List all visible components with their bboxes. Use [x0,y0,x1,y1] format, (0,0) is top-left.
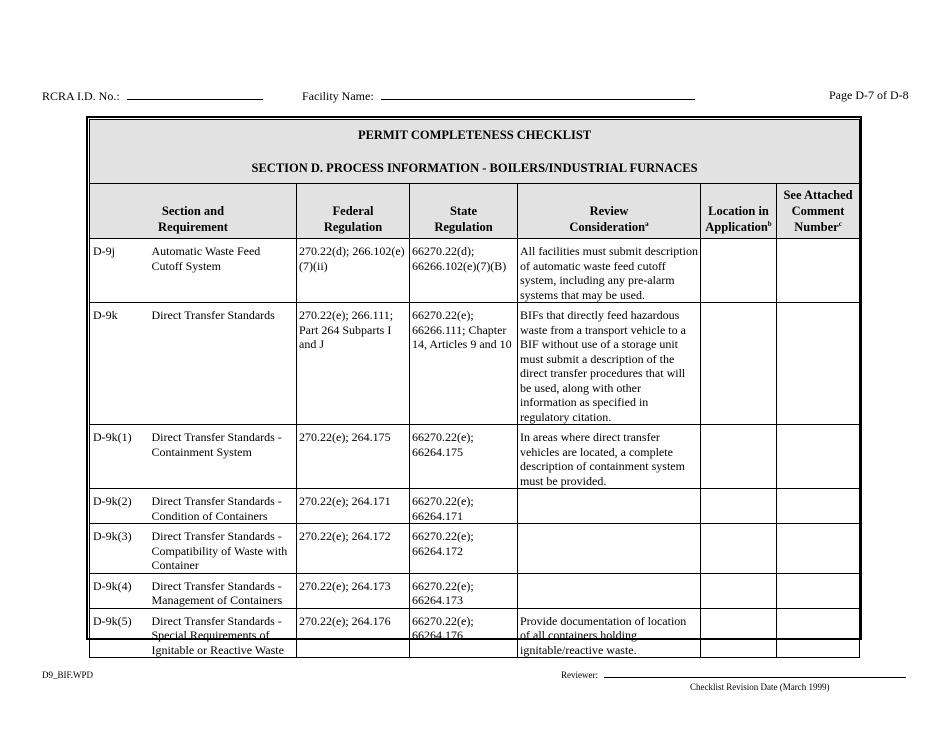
row-requirement: Direct Transfer Standards - Management of Containers [148,573,297,608]
row-state: 66270.22(e); 66264.175 [410,425,518,489]
row-location-blank[interactable] [701,573,777,608]
rcra-id-label: RCRA I.D. No.: [42,89,120,103]
row-state: 66270.22(e); 66266.111; Chapter 14, Articles 9 and 10 [410,303,518,425]
facility-name-label: Facility Name: [302,89,374,103]
row-location-blank[interactable] [701,425,777,489]
row-requirement: Direct Transfer Standards - Containment System [148,425,297,489]
row-review: BIFs that directly feed hazardous waste from a transport vehicle to a BIF without use of a storage unit must submit a description of the direct transfer procedures that will be used, along with other information as specified in regulatory citation. [518,303,701,425]
row-federal: 270.22(e); 264.175 [297,425,410,489]
section-title: SECTION D. PROCESS INFORMATION - BOILERS/INDUSTRIAL FURNACES [251,161,698,175]
row-federal: 270.22(e); 264.176 [297,608,410,658]
table-row [90,489,860,524]
rcra-id-field [42,88,263,104]
row-comment-blank[interactable] [777,489,860,524]
table-row [90,608,860,658]
revision-date: Checklist Revision Date (March 1999) [690,682,830,692]
reviewer-field [561,670,906,680]
row-id: D-9k(3) [90,524,148,574]
table-row [90,524,860,574]
row-comment-blank[interactable] [777,303,860,425]
row-requirement: Automatic Waste Feed Cutoff System [148,239,297,303]
checklist-table [89,119,860,658]
row-review [518,573,701,608]
row-state: 66270.22(e); 66264.171 [410,489,518,524]
col-see-attached-comment: See Attached Comment Number$^c$ [777,184,860,239]
reviewer-blank [604,670,906,678]
col-section-requirement: Section and Requirement [90,184,297,239]
row-location-blank[interactable] [701,489,777,524]
row-location-blank[interactable] [701,239,777,303]
row-id: D-9k(1) [90,425,148,489]
row-review [518,524,701,574]
row-id: D-9k(2) [90,489,148,524]
row-id: D-9j [90,239,148,303]
row-state: 66270.22(e); 66264.176 [410,608,518,658]
row-state: 66270.22(e); 66264.173 [410,573,518,608]
col-review-consideration: Review Consideration$^a$ [518,184,701,239]
row-comment-blank[interactable] [777,608,860,658]
table-row [90,573,860,608]
rcra-id-blank [127,88,263,100]
facility-name-blank [381,88,695,100]
row-federal: 270.22(e); 264.173 [297,573,410,608]
row-id: D-9k(4) [90,573,148,608]
row-location-blank[interactable] [701,524,777,574]
col-state-regulation: State Regulation [410,184,518,239]
table-row [90,425,860,489]
row-comment-blank[interactable] [777,239,860,303]
row-state: 66270.22(e); 66264.172 [410,524,518,574]
row-comment-blank[interactable] [777,573,860,608]
row-state: 66270.22(d); 66266.102(e)(7)(B) [410,239,518,303]
row-requirement: Direct Transfer Standards - Condition of Containers [148,489,297,524]
checklist-title-cell [90,120,860,184]
row-comment-blank[interactable] [777,425,860,489]
col-federal-regulation: Federal Regulation [297,184,410,239]
row-review [518,489,701,524]
table-row [90,303,860,425]
row-review: All facilities must submit description of automatic waste feed cutoff system, including any pre-alarm systems that may be used. [518,239,701,303]
row-requirement: Direct Transfer Standards [148,303,297,425]
facility-name-field [302,88,695,104]
row-review: Provide documentation of location of all containers holding ignitable/reactive waste. [518,608,701,658]
file-name: D9_BIF.WPD [42,670,94,680]
row-review: In areas where direct transfer vehicles are located, a complete description of containment system must be provided. [518,425,701,489]
row-location-blank[interactable] [701,303,777,425]
row-id: D-9k [90,303,148,425]
checklist-title: PERMIT COMPLETENESS CHECKLIST [357,128,592,142]
row-federal: 270.22(d); 266.102(e)(7)(ii) [297,239,410,303]
checklist-frame [86,116,862,657]
row-requirement: Direct Transfer Standards - Compatibility of Waste with Container [148,524,297,574]
row-federal: 270.22(e); 266.111; Part 264 Subparts I and J [297,303,410,425]
col-location-in-application: Location in Application$^b$ [701,184,777,239]
row-federal: 270.22(e); 264.171 [297,489,410,524]
page-number: Page D-7 of D-8 [829,88,909,102]
table-row [90,239,860,303]
reviewer-label: Reviewer: [561,670,598,680]
row-location-blank[interactable] [701,608,777,658]
row-comment-blank[interactable] [777,524,860,574]
row-requirement: Direct Transfer Standards - Special Requirements of Ignitable or Reactive Waste [148,608,297,658]
row-id: D-9k(5) [90,608,148,658]
column-header-row [90,184,860,239]
title-row [90,120,860,184]
row-federal: 270.22(e); 264.172 [297,524,410,574]
